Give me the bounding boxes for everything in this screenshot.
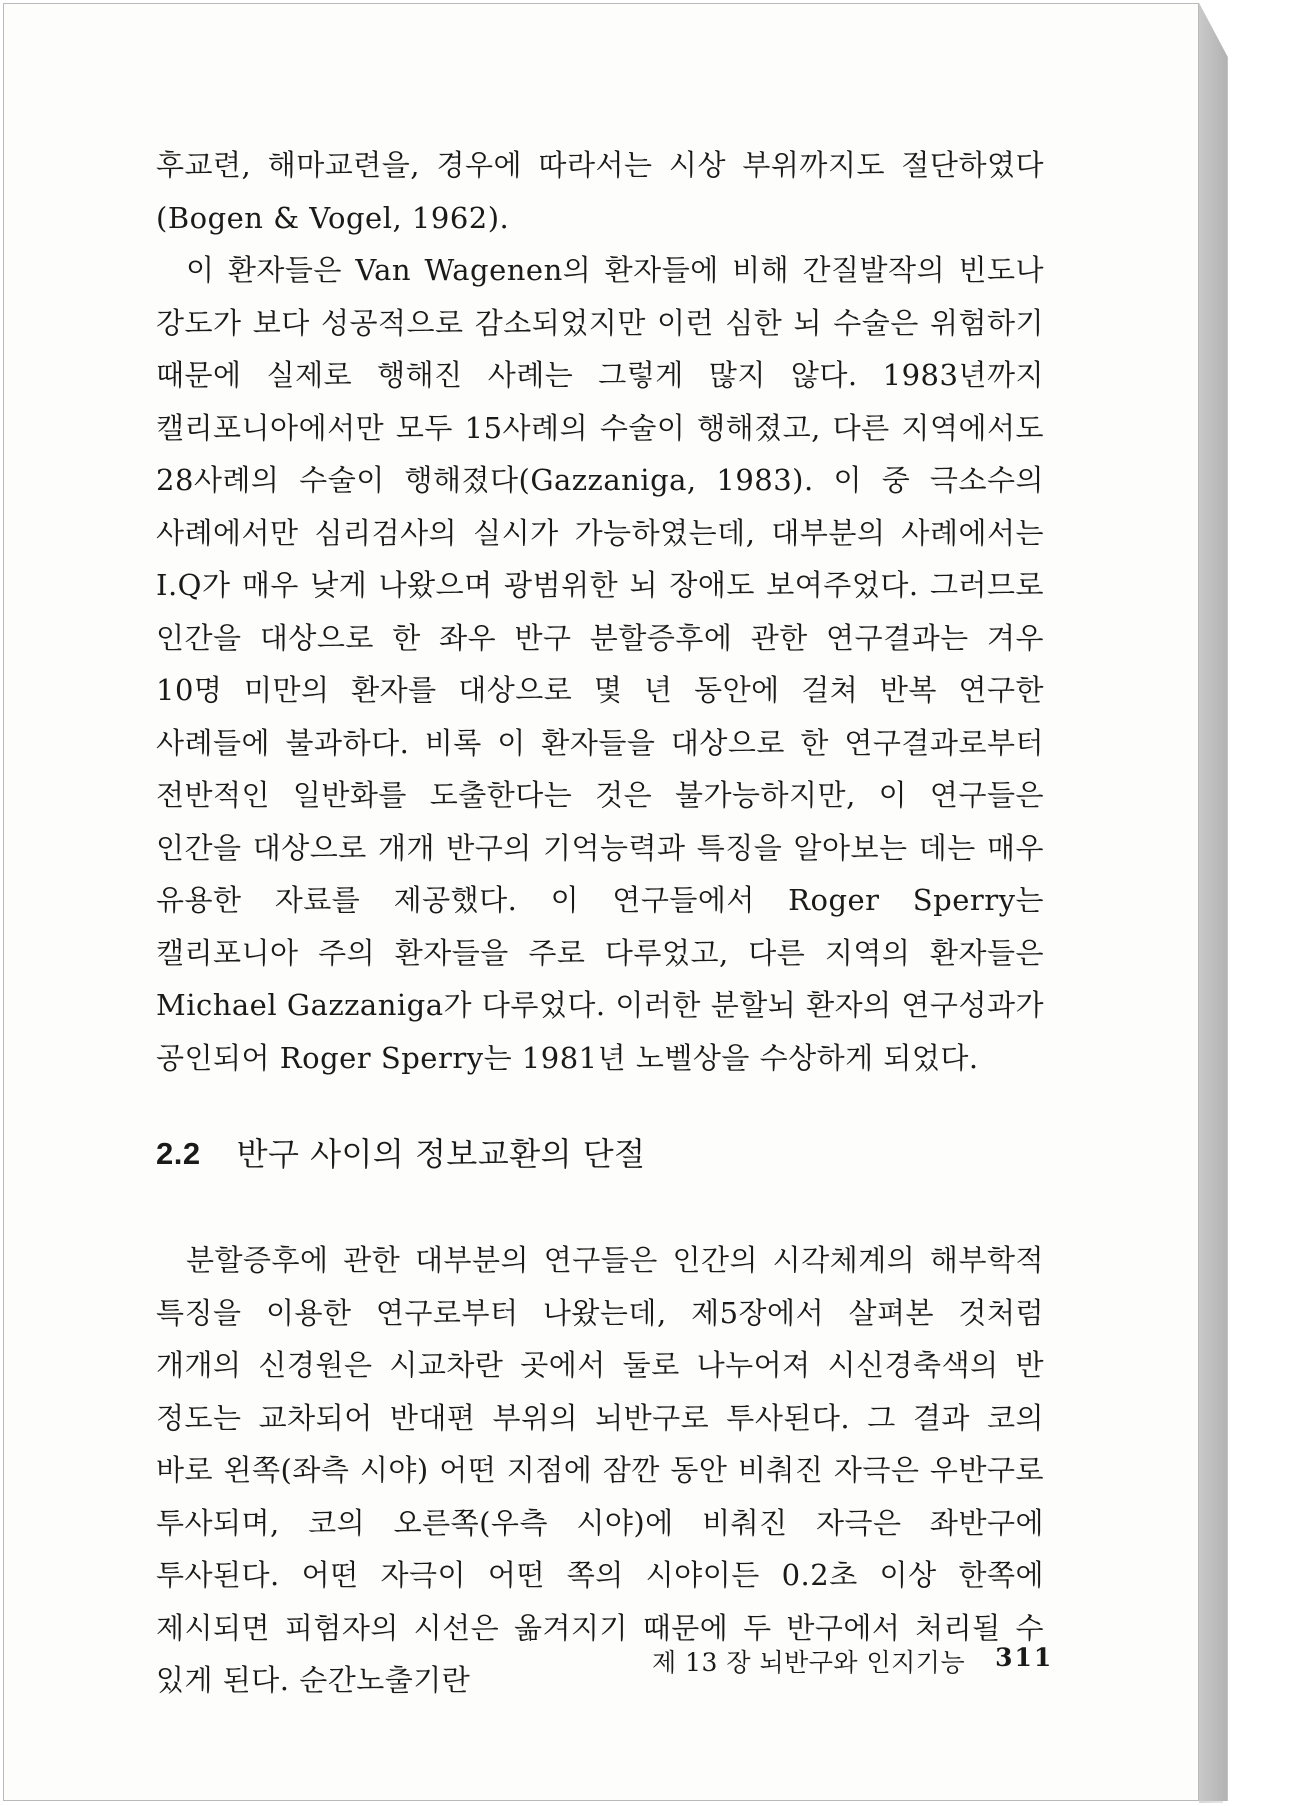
page-content (156, 139, 1044, 1707)
paragraph-visual-system: 분할증후에 관한 대부분의 연구들은 인간의 시각체계의 해부학적 특징을 이용한 연구로부터 나왔는데, 제5장에서 살펴본 것처럼 개개의 신경원은 시교차란 곳에서 둘로 나누어져 시신경축색의 반 정도는 교차되어 반대편 부위의 뇌반구로 투사된다. 그 결과 코의 바로 왼쪽(좌측 시야) 어떤 지점에 잠깐 동안 비춰진 자극은 우반구로 투사되며, 코의 오른쪽(우측 시야)에 비춰진 자극은 좌반구에 투사된다. 어떤 자극이 어떤 쪽의 시야이든 0.2초 이상 한쪽에 제시되면 피험자의 시선은 옮겨지기 때문에 두 반구에서 처리될 수 있게 된다. 순간노출기란 (156, 1243, 1044, 1697)
paragraph-split-brain-patients: 이 환자들은 Van Wagenen의 환자들에 비해 간질발작의 빈도나 강도가 보다 성공적으로 감소되었지만 이런 심한 뇌 수술은 위험하기 때문에 실제로 행해진 사례는 그렇게 많지 않다. 1983년까지 캘리포니아에서만 모두 15사례의 수술이 행해졌고, 다른 지역에서도 28사례의 수술이 행해졌다(Gazzaniga, 1983). 이 중 극소수의 사례에서만 심리검사의 실시가 가능하였는데, 대부분의 사례에서는 I.Q가 매우 낮게 나왔으며 광범위한 뇌 장애도 보여주었다. 그러므로 인간을 대상으로 한 좌우 반구 분할증후에 관한 연구결과는 겨우 10명 미만의 환자를 대상으로 몇 년 동안에 걸쳐 반복 연구한 사례들에 불과하다. 비록 이 환자들을 대상으로 한 연구결과로부터 전반적인 일반화를 도출한다는 것은 불가능하지만, 이 연구들은 인간을 대상으로 개개 반구의 기억능력과 특징을 알아보는 데는 매우 유용한 자료를 제공했다. 이 연구들에서 Roger Sperry는 캘리포니아 주의 환자들을 주로 다루었고, 다른 지역의 환자들은 Michael Gazzaniga가 다루었다. 이러한 분할뇌 환자의 연구성과가 공인되어 Roger Sperry는 1981년 노벨상을 수상하게 되었다. (156, 253, 1044, 1075)
running-footer-chapter: 제 13 장 뇌반구와 인지기능 (652, 1648, 966, 1677)
section-number: 2.2 (156, 1136, 201, 1171)
page-number: 311 (995, 1643, 1054, 1672)
page-footer (652, 1643, 1053, 1679)
section-title: 반구 사이의 정보교환의 단절 (236, 1135, 646, 1173)
section-heading (156, 1126, 1044, 1182)
page-edge (1199, 3, 1271, 1801)
paragraph-continued: 후교련, 해마교련을, 경우에 따라서는 시상 부위까지도 절단하였다 (Bogen & Vogel, 1962). (156, 148, 1044, 235)
